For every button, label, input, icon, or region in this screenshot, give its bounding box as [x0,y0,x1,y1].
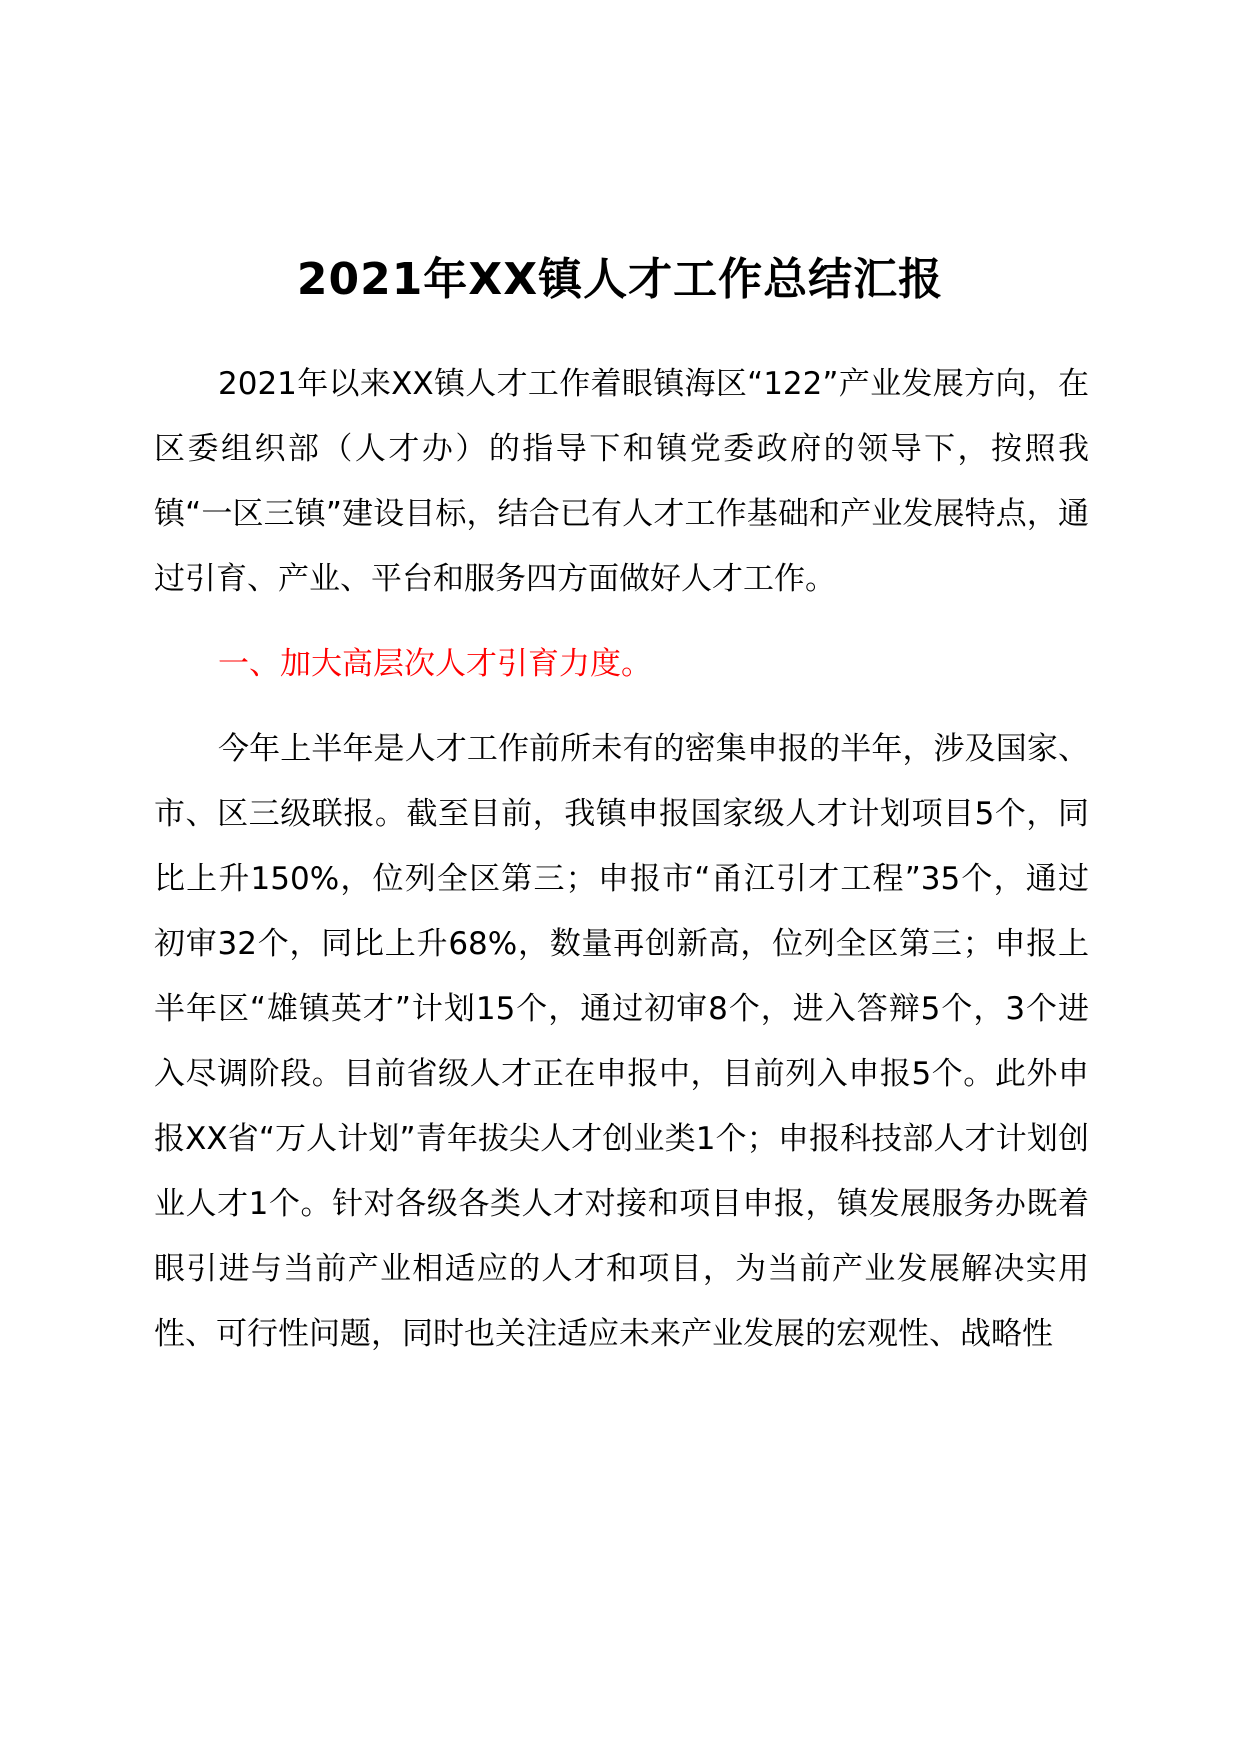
section-heading: 一、加大高层次人才引育力度。 [218,646,652,682]
document-title: 2021年XX镇人才工作总结汇报 [296,254,944,305]
section-paragraph: 今年上半年是人才工作前所未有的密集申报的半年，涉及国家、市、区三级联报。截至目前，我镇申报国家级人才计划项目5个，同比上升150%，位列全区第三；申报市“甬江引才工程”35个，通过初审32个，同比上升68%，数量再创新高，位列全区第三；申报上半年区“雄镇英才”计划15个，通过初审8个，进入答辩5个，3个进入尽调阶段。目前省级人才正在申报中，目前列入申报5个。此外申报XX省“万人计划”青年拔尖人才创业类1个；申报科技部人才计划创业人才1个。针对各级各类人才对接和项目申报，镇发展服务办既着眼引进与当前产业相适应的人才和项目，为当前产业发展解决实用性、可行性问题，同时也关注适应未来产业发展的宏观性、战略性 [154,731,1089,1352]
document-body [154,352,1089,1367]
intro-paragraph: 2021年以来XX镇人才工作着眼镇海区“122”产业发展方向，在区委组织部（人才办）的指导下和镇党委政府的领导下，按照我镇“一区三镇”建设目标，结合已有人才工作基础和产业发展特点，通过引育、产业、平台和服务四方面做好人才工作。 [154,366,1089,597]
